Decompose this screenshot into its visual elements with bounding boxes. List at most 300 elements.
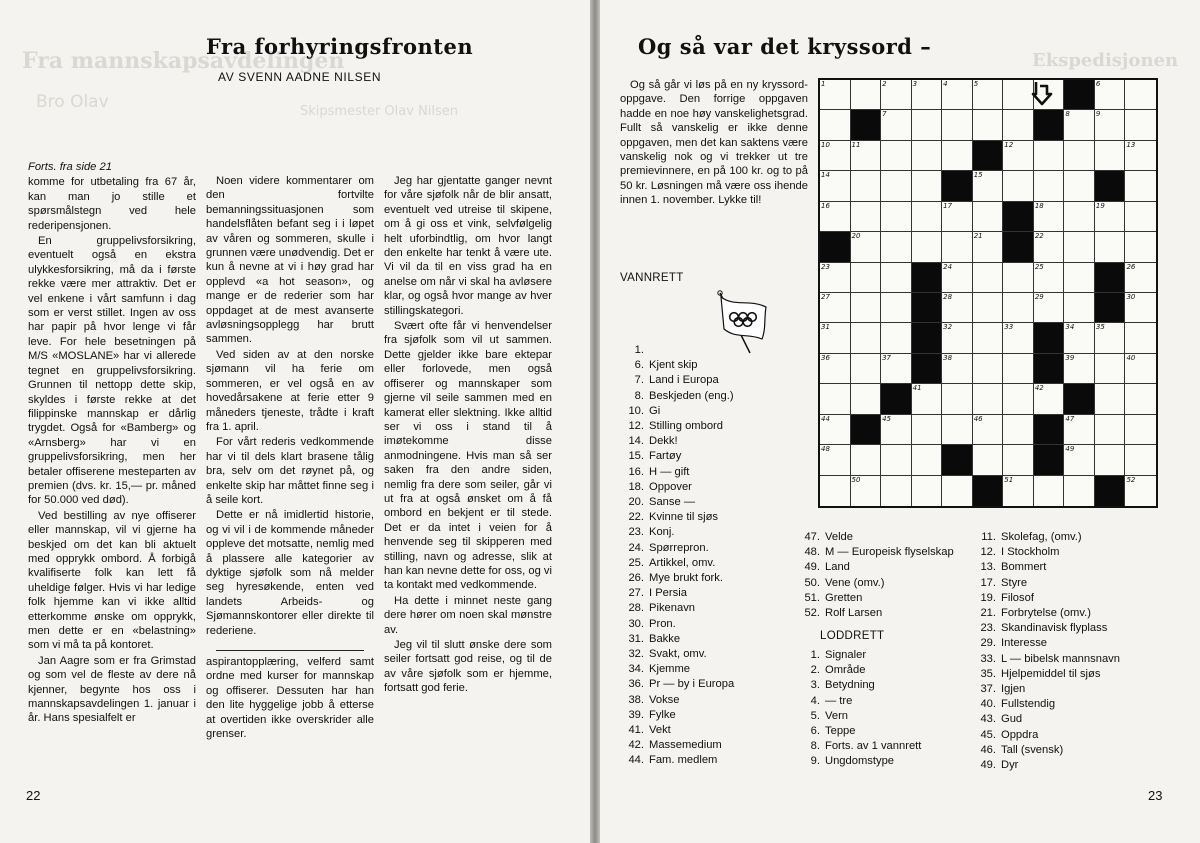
clue-item (796, 694, 921, 709)
crossword-cell[interactable] (1003, 323, 1034, 353)
crossword-cell[interactable] (1003, 80, 1034, 110)
across-clues-list-continued (796, 530, 954, 621)
show-through-heading: Fra mannskapsavdelingen (22, 48, 345, 74)
crossword-cell[interactable] (973, 445, 1004, 475)
cell-number: 5 (973, 80, 979, 88)
down-clues-list (796, 648, 921, 770)
crossword-black-cell (1034, 323, 1065, 353)
cell-number: 25 (1034, 262, 1044, 271)
clue-item (620, 404, 734, 419)
crossword-cell[interactable] (1125, 232, 1156, 262)
crossword-cell[interactable] (973, 232, 1004, 262)
crossword-cell[interactable] (1095, 415, 1126, 445)
clue-text: Bommert (1001, 561, 1047, 574)
crossword-cell[interactable] (1095, 110, 1126, 140)
crossword-cell[interactable] (820, 171, 851, 201)
left-page (0, 0, 590, 843)
crossword-cell[interactable] (1125, 293, 1156, 323)
clue-number: 41. (628, 724, 644, 737)
clue-text: Pr — by i Europa (649, 678, 735, 691)
crossword-black-cell (1095, 171, 1126, 201)
crossword-cell[interactable] (851, 323, 882, 353)
crossword-cell[interactable] (1064, 171, 1095, 201)
clue-text: — tre (825, 694, 853, 707)
clue-item (796, 724, 921, 739)
clue-text: Skolefag, (omv.) (1001, 531, 1082, 543)
crossword-cell[interactable] (973, 80, 1004, 110)
crossword-cell[interactable] (1003, 293, 1034, 323)
cell-number: 16 (821, 201, 830, 210)
crossword-cell[interactable] (973, 323, 1004, 353)
article-title: Fra forhyringsfronten (206, 34, 474, 59)
crossword-cell[interactable] (881, 110, 912, 140)
clue-number: 20. (628, 496, 644, 509)
clue-item (620, 525, 734, 540)
clue-number: 15. (628, 450, 644, 463)
clue-number: 50. (804, 576, 820, 589)
crossword-cell[interactable] (881, 476, 912, 506)
crossword-black-cell (1064, 384, 1095, 414)
crossword-cell[interactable] (942, 354, 973, 384)
crossword-cell[interactable] (973, 384, 1004, 414)
crossword-cell[interactable] (820, 354, 851, 384)
cell-number: 38 (943, 353, 953, 362)
crossword-cell[interactable] (1125, 384, 1156, 414)
cell-number: 11 (851, 140, 861, 149)
article-column-2 (206, 174, 374, 741)
clue-item (620, 434, 734, 449)
crossword-black-cell (973, 141, 1004, 171)
clue-item (796, 648, 921, 663)
clue-item (620, 738, 734, 753)
crossword-cell[interactable] (851, 141, 882, 171)
crossword-cell[interactable] (1095, 354, 1126, 384)
clue-number: 2. (810, 664, 820, 677)
crossword-cell[interactable] (942, 476, 973, 506)
crossword-cell[interactable] (820, 476, 851, 506)
crossword-cell[interactable] (1064, 141, 1095, 171)
clue-item (796, 530, 954, 545)
clue-item (796, 678, 921, 693)
crossword-cell[interactable] (1095, 445, 1126, 475)
crossword-cell[interactable] (1034, 202, 1065, 232)
clue-text: Fylke (649, 708, 676, 721)
clue-number: 32. (628, 648, 644, 661)
crossword-cell[interactable] (912, 232, 943, 262)
crossword-cell[interactable] (1034, 141, 1065, 171)
crossword-black-cell (851, 110, 882, 140)
clue-number: 45. (980, 728, 996, 741)
crossword-cell[interactable] (912, 202, 943, 232)
article-column-1 (28, 160, 196, 726)
clue-text: Pikenavn (649, 602, 696, 615)
down-clues-list-continued (972, 530, 1120, 773)
clue-text: Interesse (1001, 637, 1048, 650)
crossword-cell[interactable] (1125, 354, 1156, 384)
crossword-cell[interactable] (1095, 141, 1126, 171)
clue-number: 13. (980, 561, 996, 574)
clue-text: Betydning (825, 679, 875, 692)
crossword-cell[interactable] (1064, 476, 1095, 506)
crossword-cell[interactable] (1003, 141, 1034, 171)
clue-number: 31. (628, 632, 644, 645)
crossword-cell[interactable] (942, 415, 973, 445)
crossword-cell[interactable] (1034, 384, 1065, 414)
clue-text: Oppdra (1001, 728, 1039, 741)
crossword-grid (818, 78, 1158, 508)
crossword-cell[interactable] (1125, 323, 1156, 353)
cell-number: 21 (973, 232, 983, 241)
crossword-cell[interactable] (1064, 323, 1095, 353)
clue-number: 23. (980, 622, 996, 635)
clue-item (620, 373, 734, 388)
crossword-cell[interactable] (942, 293, 973, 323)
clue-text: Svakt, omv. (649, 648, 707, 661)
intro-paragraph: Og så går vi løs på en ny kryssord-oppgave. Den forrige oppgaven hadde en noe høy vanskelighetsgrad. Fullt så vanskelig er ikke denne oppgaven, men det kan saktens være vanskelig nok og vi trekker ut tre premievinnere, en på 100 kr. og to på 50 kr. Løsningen må være oss ihende innen 1. november. Lykke til! (620, 79, 808, 207)
clue-item (972, 712, 1120, 727)
clue-text: Igjen (1001, 683, 1026, 696)
clue-text: Massemedium (649, 739, 722, 752)
clue-item (620, 632, 734, 647)
cell-number: 32 (943, 323, 953, 332)
crossword-cell[interactable] (1003, 263, 1034, 293)
crossword-cell[interactable] (973, 110, 1004, 140)
cell-number: 37 (882, 353, 891, 362)
clue-number: 8. (634, 389, 644, 402)
clue-text: Velde (825, 531, 853, 543)
crossword-cell[interactable] (851, 293, 882, 323)
across-heading: VANNRETT (620, 272, 684, 284)
crossword-cell[interactable] (973, 202, 1004, 232)
crossword-cell[interactable] (912, 141, 943, 171)
article-byline: AV SVENN AADNE NILSEN (218, 70, 382, 84)
crossword-cell[interactable] (881, 445, 912, 475)
clue-item (620, 677, 734, 692)
cell-number: 50 (851, 475, 861, 484)
crossword-cell[interactable] (1064, 263, 1095, 293)
cell-number: 4 (943, 80, 948, 88)
crossword-cell[interactable] (1003, 171, 1034, 201)
cell-number: 20 (851, 232, 861, 241)
crossword-cell[interactable] (1003, 110, 1034, 140)
crossword-cell[interactable] (912, 476, 943, 506)
cell-number: 22 (1034, 232, 1044, 241)
crossword-cell[interactable] (942, 263, 973, 293)
cell-number: 17 (943, 201, 953, 210)
crossword-cell[interactable] (820, 202, 851, 232)
clue-number: 26. (628, 572, 644, 585)
crossword-cell[interactable] (1125, 445, 1156, 475)
crossword-cell[interactable] (881, 80, 912, 110)
crossword-cell[interactable] (881, 232, 912, 262)
clue-text: Gi (649, 404, 661, 417)
crossword-cell[interactable] (1034, 293, 1065, 323)
crossword-cell[interactable] (1003, 384, 1034, 414)
crossword-black-cell (912, 293, 943, 323)
crossword-cell[interactable] (912, 415, 943, 445)
continued-from-note: Forts. fra side 21 (28, 161, 112, 173)
clue-number: 33. (980, 652, 996, 665)
cell-number: 40 (1126, 353, 1136, 362)
crossword-cell[interactable] (1034, 232, 1065, 262)
cell-number: 6 (1095, 80, 1101, 88)
crossword-cell[interactable] (973, 354, 1004, 384)
clue-number: 21. (980, 607, 996, 620)
clue-number: 8. (810, 740, 820, 753)
crossword-cell[interactable] (820, 445, 851, 475)
clue-text: Vern (825, 709, 849, 722)
clue-item (620, 541, 734, 556)
clue-item (972, 591, 1120, 606)
clue-item (620, 647, 734, 662)
cell-number: 36 (821, 353, 830, 362)
crossword-cell[interactable] (851, 232, 882, 262)
clue-text: I Stockholm (1001, 546, 1060, 559)
clue-item (620, 358, 734, 373)
article-column-3 (384, 174, 552, 696)
clue-number: 30. (628, 617, 644, 630)
crossword-cell[interactable] (912, 384, 943, 414)
clue-text: Mye brukt fork. (649, 572, 723, 585)
crossword-cell[interactable] (912, 110, 943, 140)
page-gutter (590, 0, 600, 843)
clue-number: 27. (628, 587, 644, 600)
crossword-cell[interactable] (912, 171, 943, 201)
crossword-cell[interactable] (881, 263, 912, 293)
clue-item (796, 606, 954, 621)
crossword-cell[interactable] (820, 110, 851, 140)
cell-number: 26 (1126, 262, 1136, 271)
crossword-cell[interactable] (881, 354, 912, 384)
cell-number: 41 (912, 384, 922, 393)
crossword-cell[interactable] (973, 293, 1004, 323)
crossword-cell[interactable] (820, 80, 851, 110)
clue-item (972, 682, 1120, 697)
down-heading: LODDRETT (820, 630, 885, 642)
crossword-cell[interactable] (973, 263, 1004, 293)
clue-item (972, 636, 1120, 651)
crossword-cell[interactable] (851, 171, 882, 201)
paragraph: En gruppelivsforsikring, eventuelt også en ekstra ulykkesforsikring, må da i første rekke være mer attraktiv. Det er vel enkene i vårt samfunn i dag som er verst stillet. Ingen av oss har papir på hvor lenge vi får leve. For hele besetningen på M/S «MOSLANE» har vi allerede tegnet en gruppelivsforsikring. Grunnen til nettopp dette skip, skyldes i første rekke at det filippinske mannskap er dårlig trygdet. Også for «Bamberg» og «Arnsberg» har vi en gruppelivsforsikring, men her betaler offiserene mesteparten av premien (dvs. kr. 15,— pr. måned for 50.000 ved død). (28, 235, 196, 507)
clue-text: Forbrytelse (omv.) (1001, 607, 1091, 620)
crossword-cell[interactable] (1003, 354, 1034, 384)
cell-number: 1 (821, 80, 826, 88)
crossword-intro (620, 78, 808, 208)
crossword-cell[interactable] (1034, 263, 1065, 293)
paragraph: Noen videre kommentarer om den fortvilte bemanningssituasjonen som handelsflåten befant seg i i løpet av våren og sommeren, skulle i grunnen være unødvendig. Det er kun å nevne at vi i høy grad har opplevd «a hot season», og mange er de rederier som har oppdaget at de mest avanserte avløsningsopplegg har brutt sammen. (206, 175, 374, 346)
crossword-cell[interactable] (820, 263, 851, 293)
clue-number: 36. (628, 678, 644, 691)
clue-text: L — bibelsk mannsnavn (1001, 652, 1120, 665)
crossword-cell[interactable] (942, 202, 973, 232)
clue-text: Forts. av 1 vannrett (825, 740, 922, 753)
clue-text: Rolf Larsen (825, 607, 883, 620)
clue-item (972, 697, 1120, 712)
crossword-cell[interactable] (912, 445, 943, 475)
crossword-cell[interactable] (881, 323, 912, 353)
clue-text: Fartøy (649, 450, 682, 463)
crossword-cell[interactable] (1064, 415, 1095, 445)
clue-number: 24. (628, 541, 644, 554)
crossword-cell[interactable] (881, 141, 912, 171)
cell-number: 31 (821, 323, 830, 332)
clue-number: 39. (628, 708, 644, 721)
paragraph: Ved bestilling av nye offiserer eller mannskap, vil vi gjerne ha beskjed om det kan bli aktuelt med opprykk ombord. Å forbigå kvalifiserte folk kan lett få uheldige følger. Hvis vi har ledige folk hjemme kan vi ikke alltid etterkomme ønske om opprykk, men dette er en «belastning» som vi må ta på kontoret. (28, 509, 196, 652)
crossword-black-cell (912, 354, 943, 384)
cell-number: 30 (1126, 293, 1136, 301)
crossword-cell[interactable] (1003, 415, 1034, 445)
crossword-cell[interactable] (1125, 80, 1156, 110)
crossword-cell[interactable] (851, 445, 882, 475)
crossword-cell[interactable] (851, 263, 882, 293)
cell-number: 33 (1004, 323, 1014, 332)
crossword-cell[interactable] (1095, 232, 1126, 262)
crossword-cell[interactable] (1064, 110, 1095, 140)
crossword-cell[interactable] (1003, 445, 1034, 475)
clue-item (620, 662, 734, 677)
clue-text: Land (825, 561, 850, 574)
crossword-cell[interactable] (851, 80, 882, 110)
crossword-cell[interactable] (851, 476, 882, 506)
crossword-cell[interactable] (820, 415, 851, 445)
clue-number: 44. (628, 754, 644, 767)
crossword-cell[interactable] (942, 141, 973, 171)
crossword-cell[interactable] (881, 415, 912, 445)
clue-number: 6. (810, 725, 820, 738)
crossword-cell[interactable] (881, 171, 912, 201)
crossword-cell[interactable] (1125, 110, 1156, 140)
clue-text: Konj. (649, 526, 675, 539)
crossword-cell[interactable] (851, 384, 882, 414)
crossword-cell[interactable] (1095, 323, 1126, 353)
crossword-cell[interactable] (1125, 171, 1156, 201)
crossword-cell[interactable] (1034, 171, 1065, 201)
crossword-cell[interactable] (1064, 232, 1095, 262)
clue-text: Vekt (649, 724, 671, 737)
cell-number: 15 (973, 171, 983, 180)
clue-text: Tall (svensk) (1001, 743, 1064, 756)
clue-item (972, 545, 1120, 560)
clue-item (620, 693, 734, 708)
crossword-cell[interactable] (973, 171, 1004, 201)
crossword-cell[interactable] (1034, 476, 1065, 506)
cell-number: 35 (1095, 323, 1105, 332)
clue-number: 38. (628, 693, 644, 706)
clue-item (620, 571, 734, 586)
clue-text: Kjent skip (649, 359, 698, 372)
crossword-cell[interactable] (942, 80, 973, 110)
crossword-black-cell (1034, 110, 1065, 140)
clue-item (972, 728, 1120, 743)
clue-item (972, 606, 1120, 621)
down-arrow-icon (1031, 80, 1053, 106)
crossword-cell[interactable] (1064, 293, 1095, 323)
crossword-cell[interactable] (1095, 202, 1126, 232)
clue-item (972, 560, 1120, 575)
crossword-black-cell (1034, 445, 1065, 475)
clue-number: 51. (804, 591, 820, 604)
clue-item (620, 708, 734, 723)
cell-number: 23 (821, 262, 830, 271)
clue-text: Filosof (1001, 591, 1034, 604)
crossword-cell[interactable] (1064, 202, 1095, 232)
cell-number: 2 (882, 80, 887, 88)
crossword-cell[interactable] (881, 293, 912, 323)
clue-number: 28. (628, 602, 644, 615)
clue-item (620, 449, 734, 464)
crossword-cell[interactable] (942, 110, 973, 140)
crossword-cell[interactable] (973, 415, 1004, 445)
clue-item (620, 495, 734, 510)
crossword-cell[interactable] (820, 323, 851, 353)
clue-text: Spørrepron. (649, 541, 709, 554)
crossword-black-cell (942, 171, 973, 201)
clue-text: Gud (1001, 713, 1023, 726)
clue-item (972, 621, 1120, 636)
crossword-cell[interactable] (1064, 354, 1095, 384)
crossword-cell[interactable] (1125, 415, 1156, 445)
clue-item (620, 753, 734, 768)
clue-text: Sanse — (649, 496, 696, 509)
clue-number: 12. (980, 546, 996, 559)
crossword-cell[interactable] (1095, 80, 1126, 110)
crossword-cell[interactable] (820, 384, 851, 414)
crossword-cell[interactable] (881, 202, 912, 232)
crossword-cell[interactable] (1125, 476, 1156, 506)
clue-number: 29. (980, 637, 996, 650)
clue-number: 43. (980, 713, 996, 726)
clue-item (796, 576, 954, 591)
crossword-cell[interactable] (820, 141, 851, 171)
crossword-cell[interactable] (942, 384, 973, 414)
clue-text: Gretten (825, 591, 863, 604)
crossword-cell[interactable] (942, 232, 973, 262)
crossword-cell[interactable] (851, 202, 882, 232)
paragraph: Jeg vil til slutt ønske dere som seiler fortsatt god reise, og til de av våre sjøfolk som er hjemme, fortsatt god ferie. (384, 639, 552, 695)
clue-item (972, 758, 1120, 773)
clue-text: Dekk! (649, 435, 678, 448)
crossword-cell[interactable] (1003, 476, 1034, 506)
clue-text: Teppe (825, 725, 856, 738)
clue-number: 23. (628, 526, 644, 539)
cell-number: 9 (1095, 110, 1101, 119)
crossword-cell[interactable] (912, 80, 943, 110)
crossword-cell[interactable] (820, 293, 851, 323)
crossword-cell[interactable] (1064, 445, 1095, 475)
clue-number: 25. (628, 556, 644, 569)
cell-number: 14 (821, 171, 830, 180)
crossword-cell[interactable] (1095, 384, 1126, 414)
clue-item (796, 663, 921, 678)
clue-number: 46. (980, 743, 996, 756)
cell-number: 28 (943, 293, 953, 301)
crossword-cell[interactable] (942, 323, 973, 353)
page-number: 22 (26, 788, 41, 803)
cell-number: 12 (1004, 140, 1014, 149)
clue-number: 40. (980, 698, 996, 711)
crossword-cell[interactable] (1125, 141, 1156, 171)
clue-text: Kjemme (649, 663, 691, 676)
crossword-black-cell (912, 323, 943, 353)
cell-number: 44 (821, 414, 830, 423)
crossword-cell[interactable] (851, 354, 882, 384)
clue-number: 49. (980, 759, 996, 772)
crossword-cell[interactable] (1125, 263, 1156, 293)
cell-number: 19 (1095, 201, 1105, 210)
crossword-cell[interactable] (1125, 202, 1156, 232)
crossword-black-cell (1095, 476, 1126, 506)
clue-item (972, 743, 1120, 758)
